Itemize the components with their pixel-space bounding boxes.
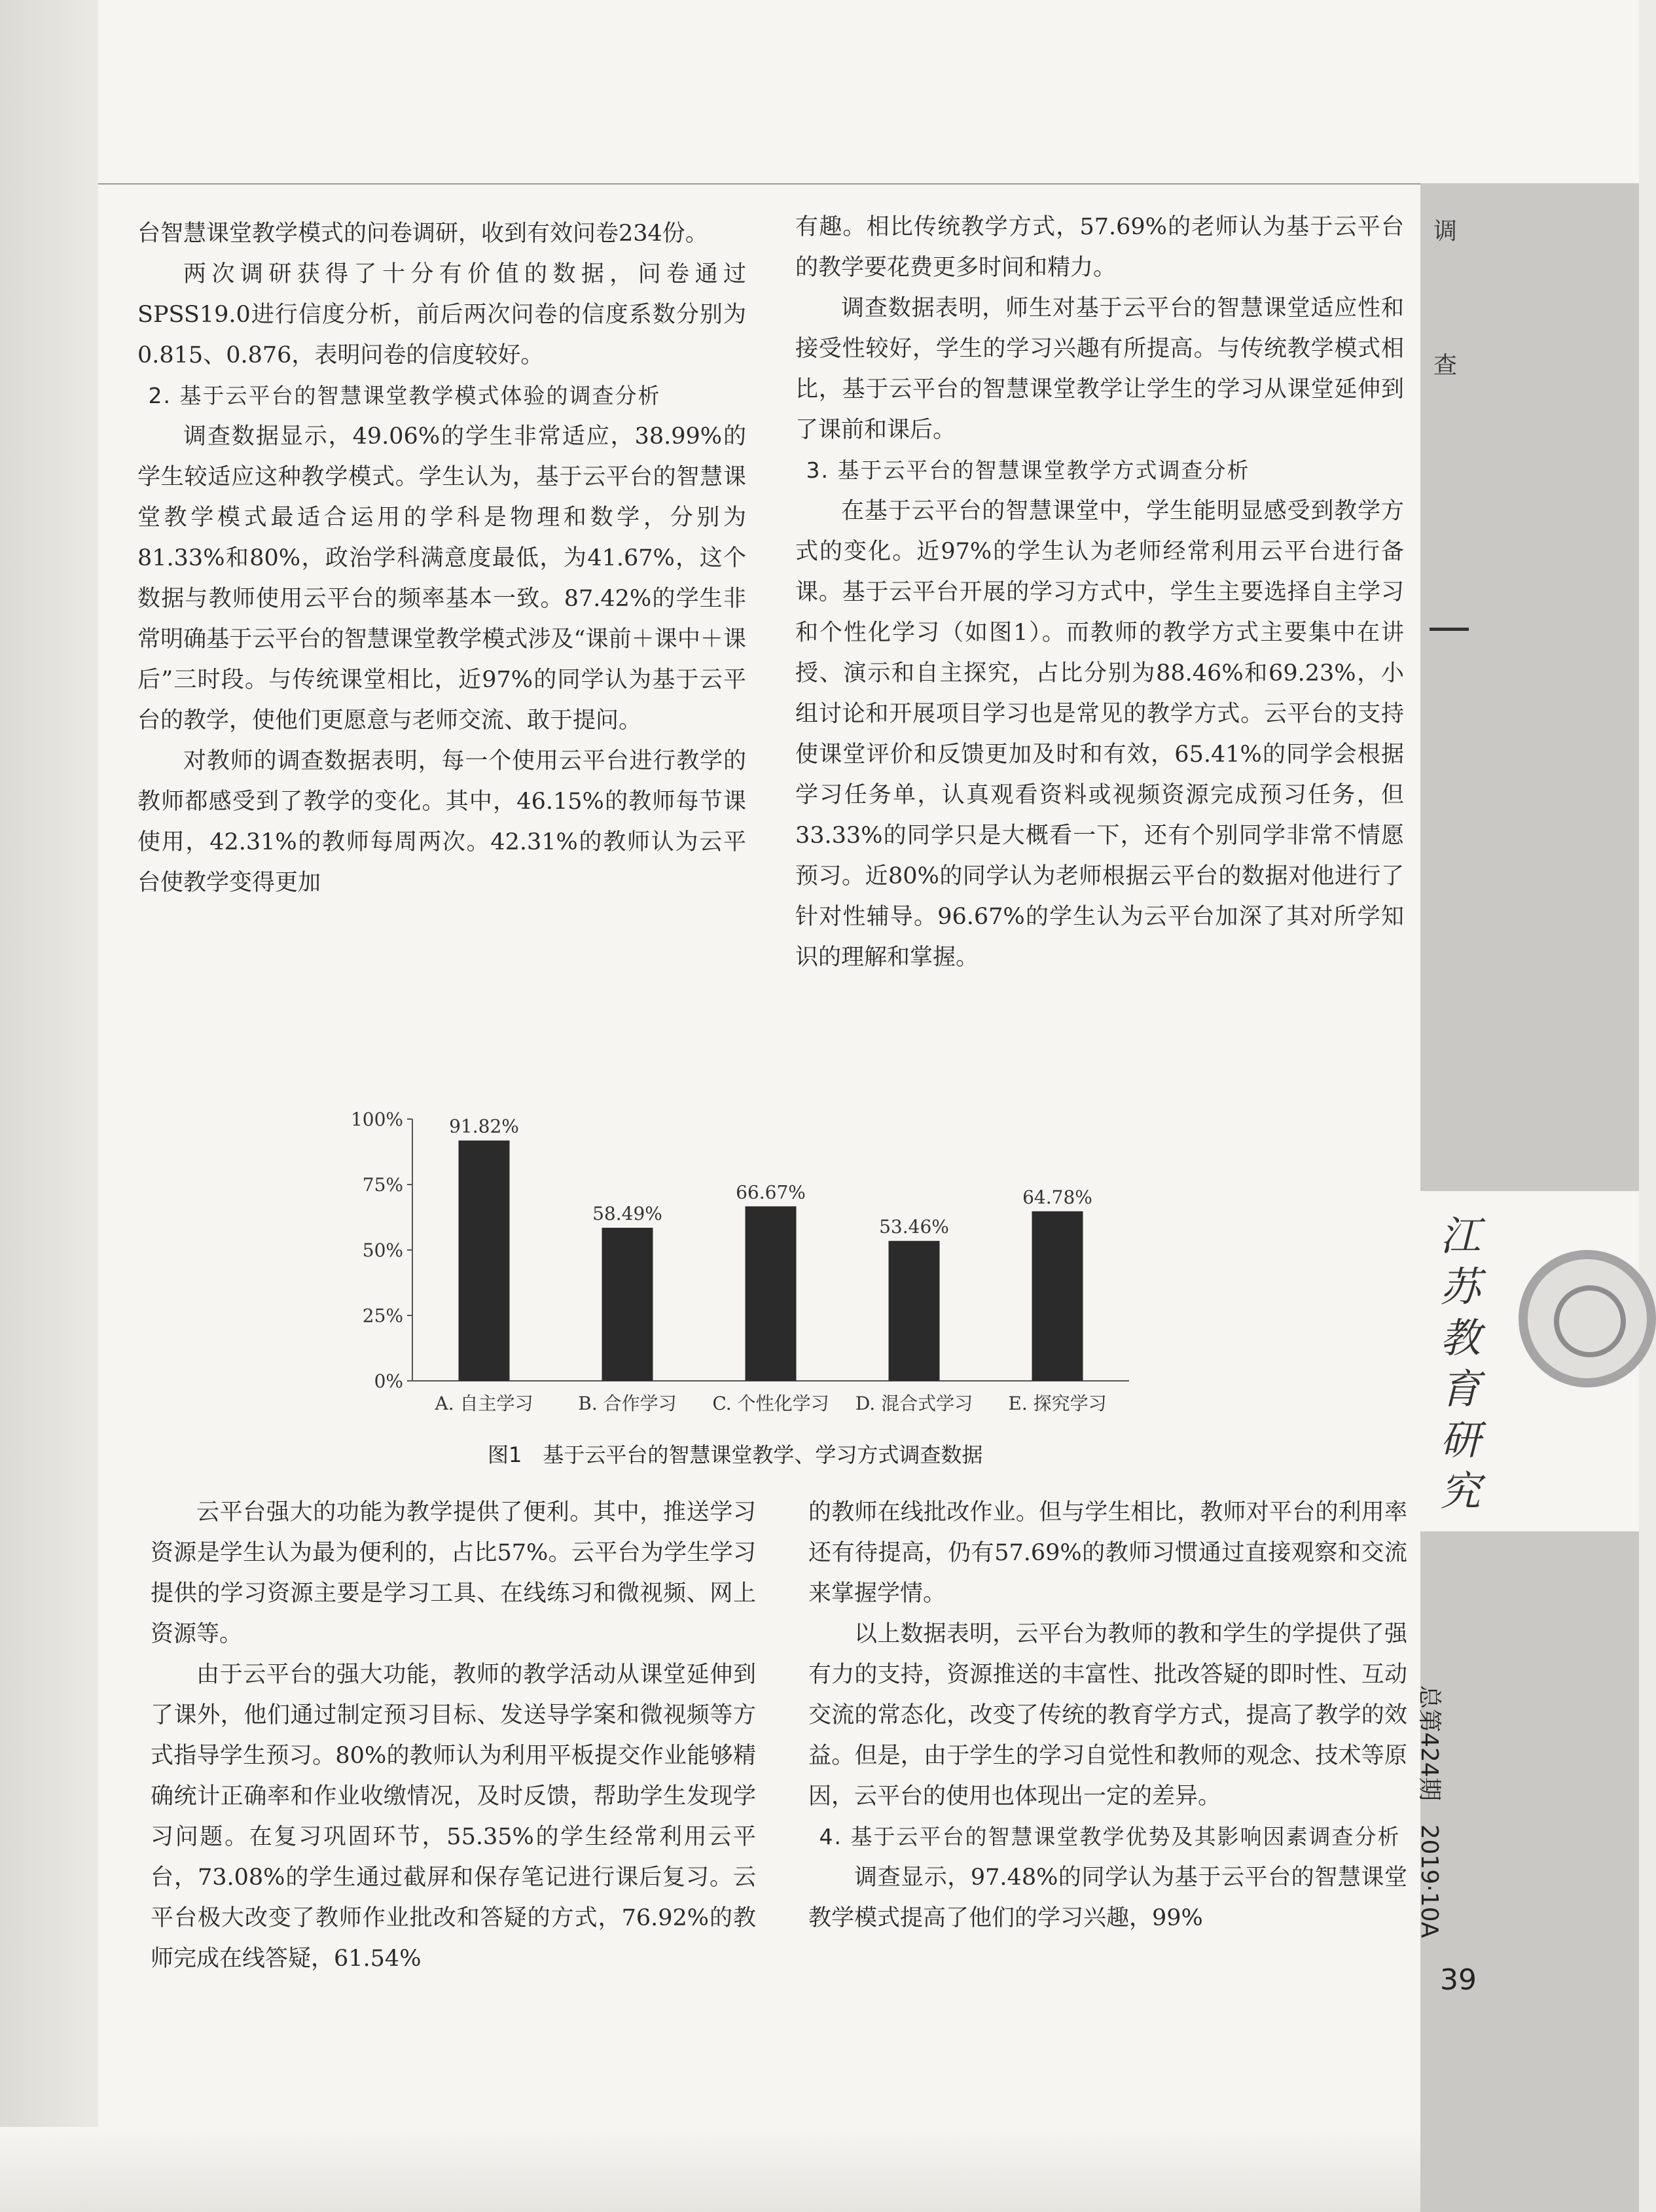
paragraph: 以上数据表明，云平台为教师的教和学生的学提供了强有力的支持，资源推送的丰富性、批改答疑的即时性、互动交流的常态化，改变了传统的教育学方式，提高了教学的效益。但是，由于学生的学习自觉性和教师的观念、技术等原因，云平台的使用也体现出一定的差异。 bbox=[808, 1621, 1407, 1810]
data-label: 64.78% bbox=[1022, 1186, 1092, 1208]
journal-logo-block bbox=[1420, 1191, 1639, 1531]
data-label: 91.82% bbox=[449, 1115, 519, 1137]
x-tick-label: B. 合作学习 bbox=[578, 1393, 677, 1414]
journal-title: 江苏教育研究 bbox=[1440, 1212, 1481, 1515]
x-tick-label: E. 探究学习 bbox=[1008, 1393, 1107, 1414]
bar bbox=[459, 1141, 510, 1381]
issue-number: 总第424期 2019·10A bbox=[1416, 1685, 1443, 1938]
paragraph: 的教师在线批改作业。但与学生相比，教师对平台的利用率还有待提高，仍有57.69%的教师习惯通过直接观察和交流来掌握学情。 bbox=[808, 1499, 1407, 1607]
right-column-bottom bbox=[808, 1492, 1407, 1938]
x-tick-label: A. 自主学习 bbox=[435, 1393, 533, 1414]
data-label: 58.49% bbox=[592, 1203, 662, 1225]
header-rule bbox=[98, 183, 1420, 185]
bar bbox=[602, 1228, 653, 1381]
sidebar bbox=[1420, 183, 1639, 2212]
paragraph: 两次调研获得了十分有价值的数据，问卷通过SPSS19.0进行信度分析，前后两次问卷的信度系数分别为0.815、0.876，表明问卷的信度较好。 bbox=[137, 261, 746, 368]
figure-1-chart bbox=[350, 1093, 1152, 1433]
data-label: 53.46% bbox=[879, 1216, 949, 1238]
paragraph: 有趣。相比传统教学方式，57.69%的老师认为基于云平台的教学要花费更多时间和精力。 bbox=[795, 214, 1404, 281]
x-tick-label: D. 混合式学习 bbox=[855, 1393, 973, 1414]
section-heading: 2. 基于云平台的智慧课堂教学模式体验的调查分析 bbox=[148, 383, 661, 408]
section-heading: 3. 基于云平台的智慧课堂教学方式调查分析 bbox=[806, 457, 1250, 483]
y-tick-label: 75% bbox=[362, 1174, 403, 1196]
bar-chart-svg bbox=[350, 1093, 1152, 1433]
y-tick-label: 100% bbox=[350, 1109, 403, 1130]
data-label: 66.67% bbox=[736, 1181, 806, 1204]
paragraph: 调查数据显示，49.06%的学生非常适应，38.99%的学生较适应这种教学模式。学生认为，基于云平台的智慧课堂教学模式最适合运用的学科是物理和数学，分别为81.33%和80%，政治学科满意度最低，为41.67%，这个数据与教师使用云平台的频率基本一致。87.42%的学生非常明确基于云平台的智慧课堂教学模式涉及“课前＋课中＋课后”三时段。与传统课堂相比，近97%的同学认为基于云平台的教学，使他们更愿意与老师交流、敢于提问。 bbox=[137, 423, 746, 734]
section-heading: 4. 基于云平台的智慧课堂教学优势及其影响因素调查分析 bbox=[819, 1824, 1401, 1849]
section-label-char-2: 查 bbox=[1433, 352, 1458, 379]
bracket-mark bbox=[1430, 612, 1469, 631]
bar bbox=[1032, 1211, 1083, 1381]
right-column-top bbox=[795, 207, 1404, 978]
left-column-bottom bbox=[151, 1492, 756, 1979]
x-tick-label: C. 个性化学习 bbox=[712, 1393, 829, 1414]
paragraph: 云平台强大的功能为教学提供了便利。其中，推送学习资源是学生认为最为便利的，占比57%。云平台为学生学习提供的学习资源主要是学习工具、在线练习和微视频、网上资源等。 bbox=[151, 1499, 756, 1647]
bar bbox=[746, 1206, 797, 1381]
paragraph: 台智慧课堂教学模式的问卷调研，收到有效问卷234份。 bbox=[137, 221, 708, 247]
paragraph: 对教师的调查数据表明，每一个使用云平台进行教学的教师都感受到了教学的变化。其中，46.15%的教师每节课使用，42.31%的教师每周两次。42.31%的教师认为云平台使教学变得更加 bbox=[137, 748, 746, 896]
left-column-top bbox=[137, 213, 746, 903]
y-tick-label: 0% bbox=[374, 1370, 403, 1392]
y-tick-label: 50% bbox=[362, 1240, 403, 1261]
paragraph: 调查数据表明，师生对基于云平台的智慧课堂适应性和接受性较好，学生的学习兴趣有所提高。与传统教学模式相比，基于云平台的智慧课堂教学让学生的学习从课堂延伸到了课前和课后。 bbox=[795, 295, 1404, 443]
page-number: 39 bbox=[1440, 1963, 1477, 1997]
page-gutter bbox=[0, 0, 98, 2212]
bar bbox=[889, 1241, 940, 1381]
section-label-char-1: 调 bbox=[1433, 218, 1458, 245]
paragraph: 由于云平台的强大功能，教师的教学活动从课堂延伸到了课外，他们通过制定预习目标、发送导学案和微视频等方式指导学生预习。80%的教师认为利用平板提交作业能够精确统计正确率和作业收缴情况，及时反馈，帮助学生发现学习问题。在复习巩固环节，55.35%的学生经常利用云平台，73.08%的学生通过截屏和保存笔记进行课后复习。云平台极大改变了教师作业批改和答疑的方式，76.92%的教师完成在线答疑，61.54% bbox=[151, 1662, 756, 1972]
paragraph: 在基于云平台的智慧课堂中，学生能明显感受到教学方式的变化。近97%的学生认为老师经常利用云平台进行备课。基于云平台开展的学习方式中，学生主要选择自主学习和个性化学习（如图1）。而教师的教学方式主要集中在讲授、演示和自主探究，占比分别为88.46%和69.23%，小组讨论和开展项目学习也是常见的教学方式。云平台的支持使课堂评价和反馈更加及时和有效，65.41%的同学会根据学习任务单，认真观看资料或视频资源完成预习任务，但33.33%的同学只是大概看一下，还有个别同学非常不情愿预习。近80%的同学认为老师根据云平台的数据对他进行了针对性辅导。96.67%的学生认为云平台加深了其对所学知识的理解和掌握。 bbox=[795, 498, 1404, 971]
figure-caption: 图1 基于云平台的智慧课堂教学、学习方式调查数据 bbox=[488, 1442, 983, 1467]
page-bottom-shadow bbox=[0, 2127, 1639, 2212]
seal-logo-icon bbox=[1519, 1250, 1656, 1387]
y-tick-label: 25% bbox=[362, 1305, 403, 1327]
paragraph: 调查显示，97.48%的同学认为基于云平台的智慧课堂教学模式提高了他们的学习兴趣，99% bbox=[808, 1864, 1407, 1931]
